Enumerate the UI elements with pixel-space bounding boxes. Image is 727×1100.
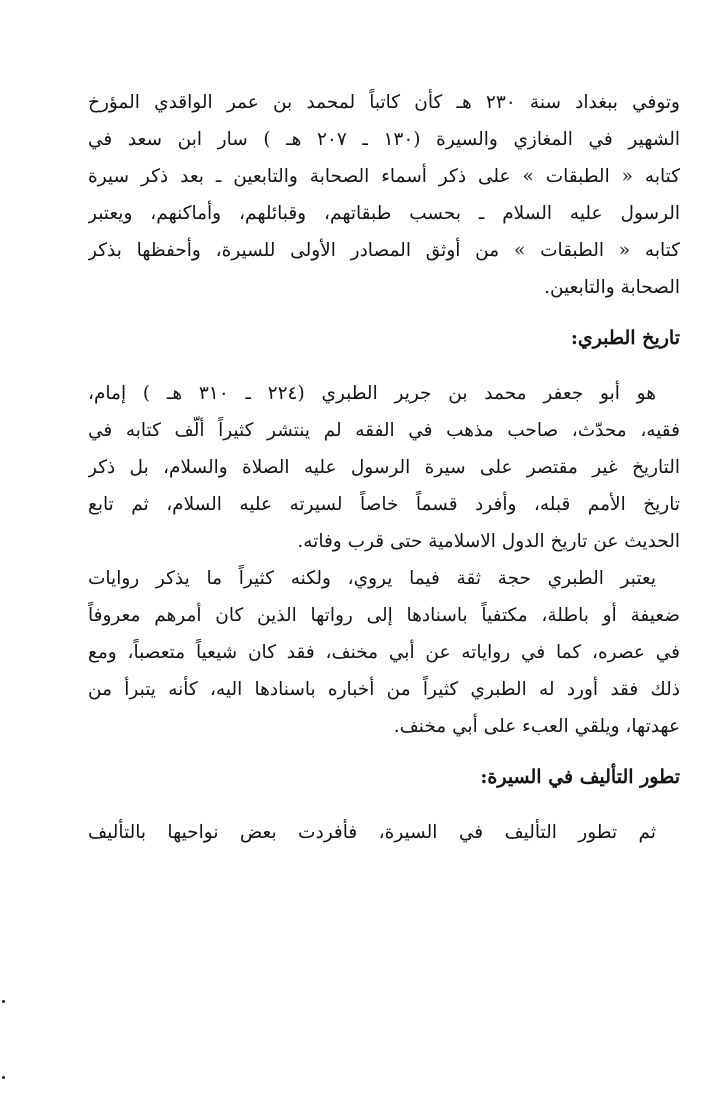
text-line: ذلك فقد أورد له الطبري كثيراً من أخباره باسنادها اليه، كأنه يتبرأ من bbox=[88, 679, 680, 700]
text-line: في عصره، كما في رواياته عن أبي مخنف، فقد كان شيعياً متعصباً، ومع bbox=[88, 642, 680, 663]
text-line: هو أبو جعفر محمد بن جرير الطبري (٢٢٤ ـ ٣١٠ هـ ) إمام، bbox=[88, 383, 656, 404]
section-heading-tabari: تاريخ الطبري: bbox=[570, 327, 680, 349]
text-line: فقيه، محدّث، صاحب مذهب في الفقه لم ينتشر كثيراً ألّف كتابه في bbox=[88, 420, 680, 441]
text-line: وتوفي ببغداد سنة ٢٣٠ هـ كأن كاتباً لمحمد بن عمر الواقدي المؤرخ bbox=[88, 92, 680, 113]
text-line: الحديث عن تاريخ الدول الاسلامية حتى قرب وفاته. bbox=[297, 531, 680, 552]
text-line: الصحابة والتابعين. bbox=[544, 277, 680, 298]
paragraph-ibn-saad bbox=[88, 84, 680, 306]
page-text bbox=[88, 84, 680, 851]
text-line: ضعيفة أو باطلة، مكتفياً باسنادها إلى رواتها الذين كان أمرهم معروفاً bbox=[88, 605, 680, 626]
text-line: الرسول عليه السلام ـ بحسب طبقاتهم، وقبائلهم، وأماكنهم، ويعتبر bbox=[88, 203, 680, 224]
scan-speck bbox=[2, 1000, 5, 1003]
paragraph-tabari-reliability bbox=[88, 560, 680, 745]
scan-speck bbox=[2, 1076, 5, 1079]
text-line: التاريخ غير مقتصر على سيرة الرسول عليه الصلاة والسلام، بل ذكر bbox=[88, 457, 680, 478]
paragraph-sira-development bbox=[88, 814, 680, 851]
paragraph-tabari-bio bbox=[88, 375, 680, 560]
text-line: عهدتها، ويلقي العبء على أبي مخنف. bbox=[393, 716, 680, 737]
text-line: كتابه « الطبقات » على ذكر أسماء الصحابة والتابعين ـ بعد ذكر سيرة bbox=[88, 166, 680, 187]
text-line: تاريخ الأمم قبله، وأفرد قسماً خاصاً لسيرته عليه السلام، ثم تابع bbox=[88, 494, 680, 515]
section-heading-sira-development: تطور التأليف في السيرة: bbox=[480, 766, 680, 788]
text-line: كتابه « الطبقات » من أوثق المصادر الأولى للسيرة، وأحفظها بذكر bbox=[88, 240, 680, 261]
text-line: يعتبر الطبري حجة ثقة فيما يروي، ولكنه كثيراً ما يذكر روايات bbox=[88, 568, 656, 589]
text-line: ثم تطور التأليف في السيرة، فأفردت بعض نواحيها بالتأليف bbox=[88, 822, 656, 843]
text-line: الشهير في المغازي والسيرة (١٣٠ ـ ٢٠٧ هـ ) سار ابن سعد في bbox=[88, 129, 680, 150]
